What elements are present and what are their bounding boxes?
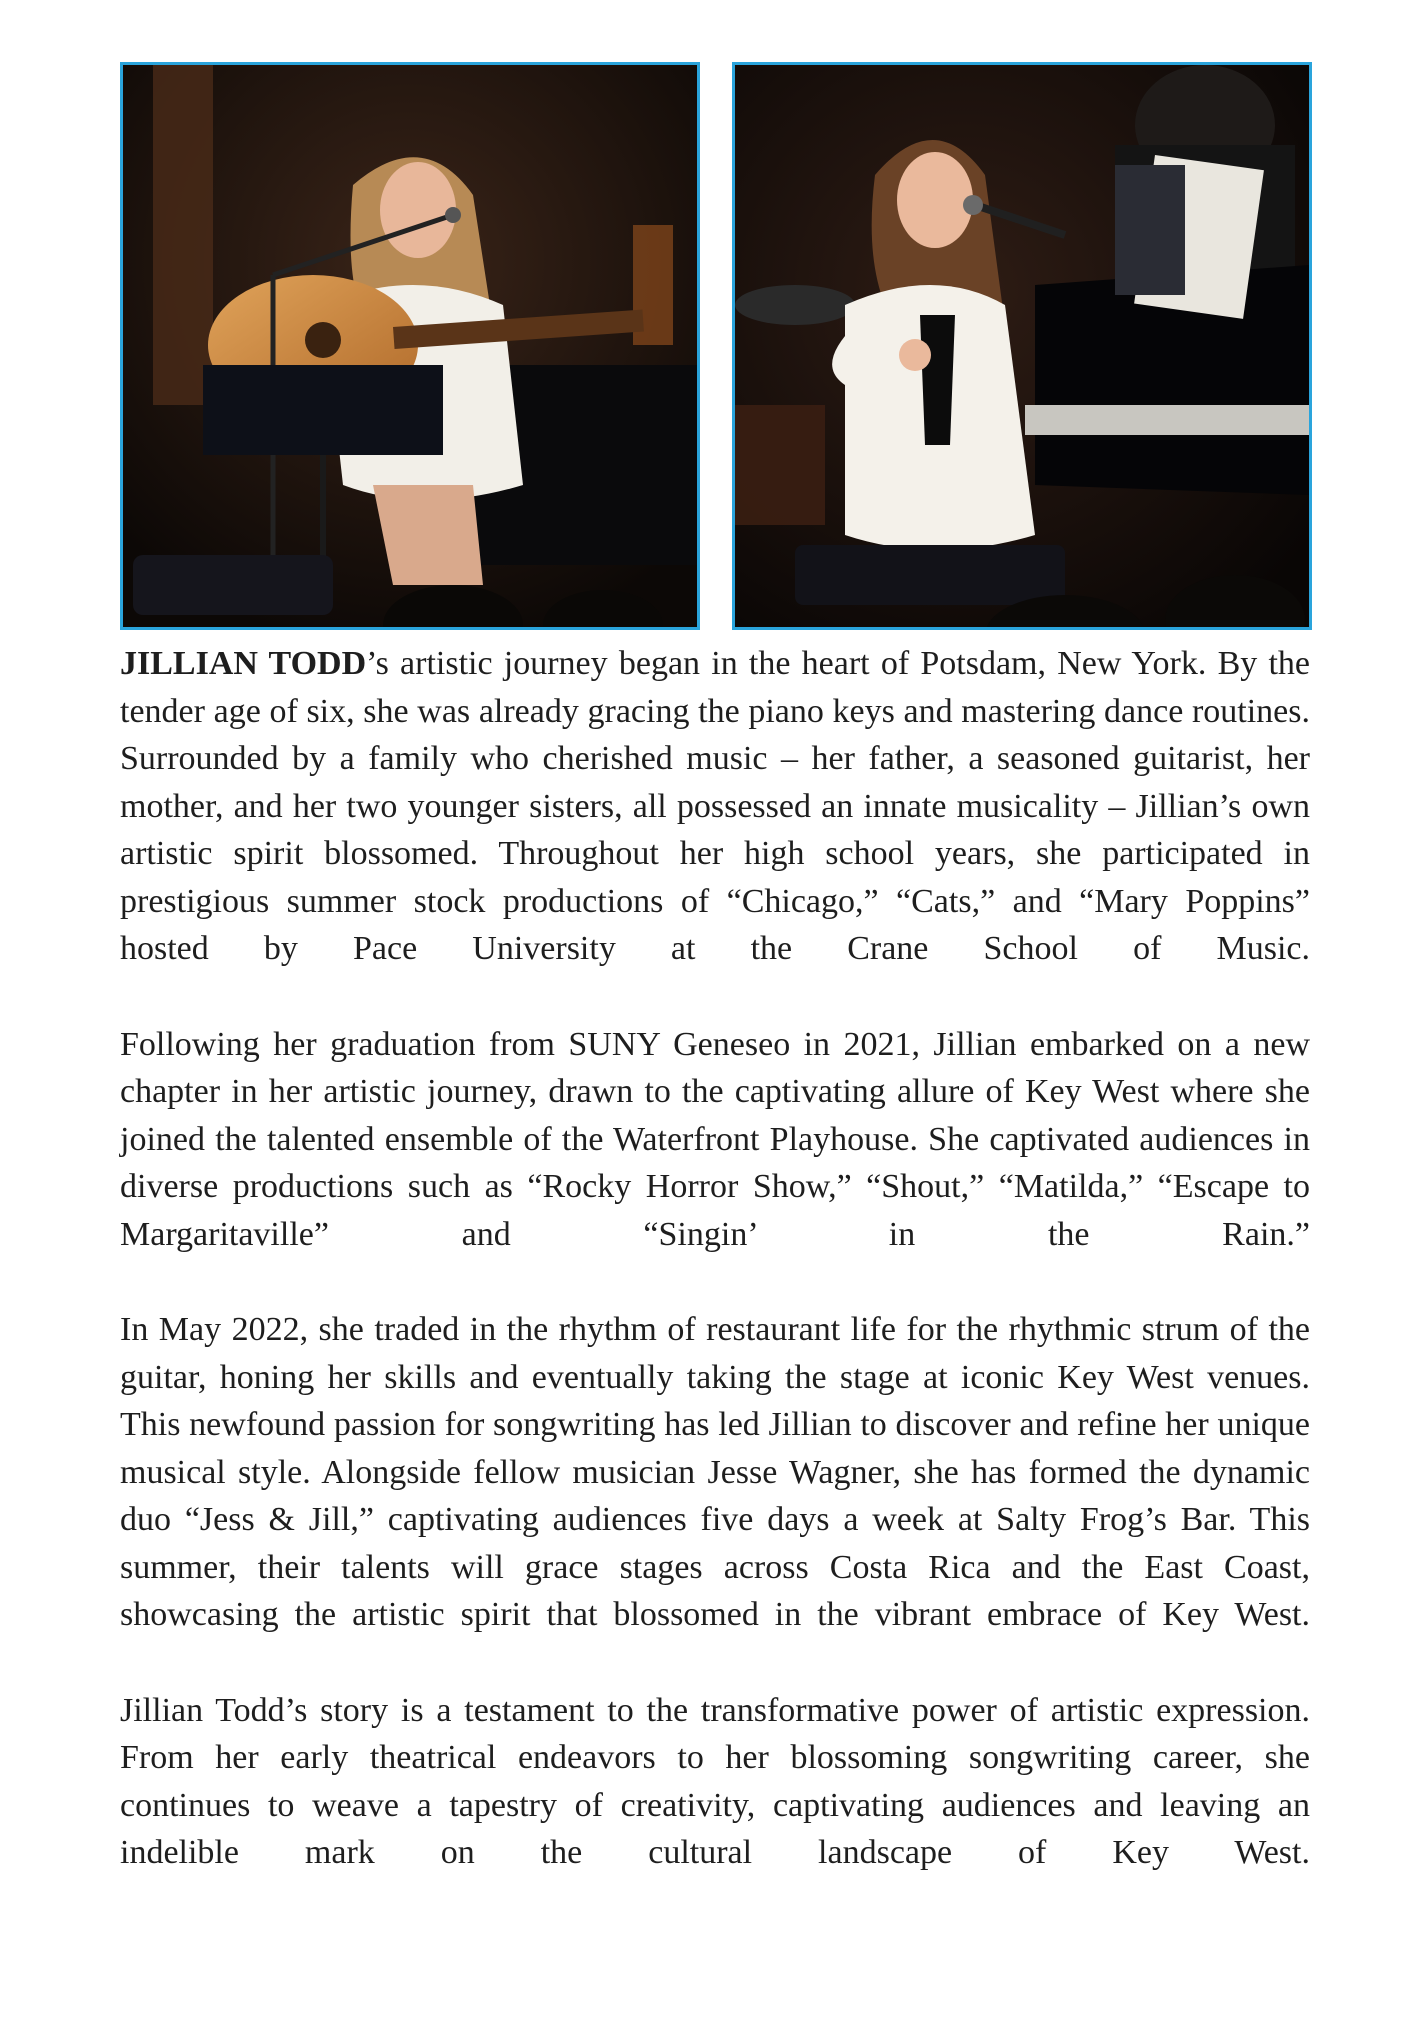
bio-paragraph-4: Jillian Todd’s story is a testament to the transformative power of artistic expression. From her early theatrical endeavors to her blossoming songwriting career, she continues to weave a tapestry of creativity, captivating audiences and leaving an indelible mark on the cultural landscape of Key West. bbox=[120, 1691, 1310, 1871]
artist-name: JILLIAN TODD bbox=[120, 645, 367, 682]
bio-paragraph-3: In May 2022, she traded in the rhythm of restaurant life for the rhythmic strum of the guitar, honing her skills and eventually taking the stage at iconic Key West venues. This newfound passion for songwriting has led Jillian to discover and refine her unique musical style. Alongside fellow musician Jesse Wagner, she has formed the dynamic duo “Jess & Jill,” captivating audiences five days a week at Salty Frog’s Bar. This summer, their talents will grace stages across Costa Rica and the East Coast, showcasing the artistic spirit that blossomed in the vibrant embrace of Key West. bbox=[120, 1311, 1310, 1633]
bio-paragraph-1-text: ’s artistic journey began in the heart of Potsdam, New York. By the tender age of six, she was already gracing the piano keys and mastering dance routines. Surrounded by a family who cherished music – her father, a seasoned guitarist, her mother, and her two younger sisters, all possessed an innate musicality – Jillian’s own artistic spirit blossomed. Throughout her high school years, she participated in prestigious summer stock productions of “Chicago,” “Cats,” and “Mary Poppins” hosted by Pace University at the Crane School of Music. bbox=[120, 645, 1310, 967]
piano-performance-photo bbox=[732, 62, 1312, 630]
singer-with-acoustic-guitar-icon bbox=[123, 65, 697, 627]
bio-article bbox=[120, 640, 1310, 1925]
guitar-performance-photo bbox=[120, 62, 700, 630]
bio-paragraph-2: Following her graduation from SUNY Geneseo in 2021, Jillian embarked on a new chapter in her artistic journey, drawn to the captivating allure of Key West where she joined the talented ensemble of the Waterfront Playhouse. She captivated audiences in diverse productions such as “Rocky Horror Show,” “Shout,” “Matilda,” “Escape to Margaritaville” and “Singin’ in the Rain.” bbox=[120, 1025, 1310, 1253]
singer-at-piano-icon bbox=[735, 65, 1309, 627]
bio-paragraph-1 bbox=[120, 640, 1310, 973]
photo-row bbox=[120, 62, 1312, 630]
